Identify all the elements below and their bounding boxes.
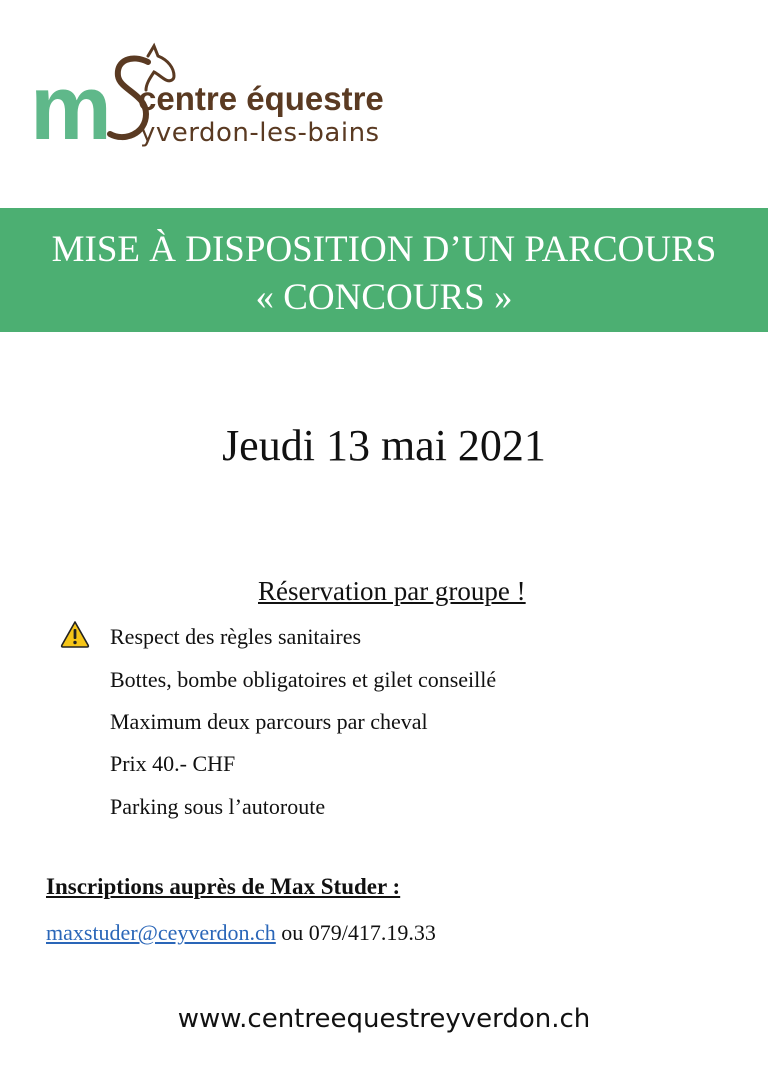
banner-title-line-2: « CONCOURS » (255, 277, 513, 318)
inscriptions-heading: Inscriptions auprès de Max Studer : (46, 874, 401, 899)
event-date: Jeudi 13 mai 2021 (222, 421, 546, 470)
contact-separator: ou (281, 920, 304, 945)
rule-item: Prix 40.- CHF (110, 751, 236, 776)
email-link[interactable]: maxstuder@ceyverdon.ch (46, 920, 276, 945)
banner-title-line-1: MISE À DISPOSITION D’UN PARCOURS (51, 229, 717, 270)
warning-icon (60, 620, 90, 648)
rule-item: Maximum deux parcours par cheval (110, 709, 428, 734)
logo-mark: m (30, 57, 108, 159)
logo (30, 42, 430, 159)
website-url[interactable]: www.centreequestreyverdon.ch (177, 1004, 591, 1034)
rule-item: Parking sous l’autoroute (110, 794, 326, 819)
rule-item: Bottes, bombe obligatoires et gilet conseillé (110, 667, 497, 692)
logo-line-1: centre équestre (138, 80, 384, 117)
rule-item: Respect des règles sanitaires (110, 624, 362, 649)
contact-line (46, 920, 436, 946)
logo-line-2: yverdon-les-bains (140, 118, 380, 148)
phone-number: 079/417.19.33 (308, 920, 436, 945)
reservation-heading: Réservation par groupe ! (258, 576, 526, 606)
title-banner (0, 208, 768, 332)
